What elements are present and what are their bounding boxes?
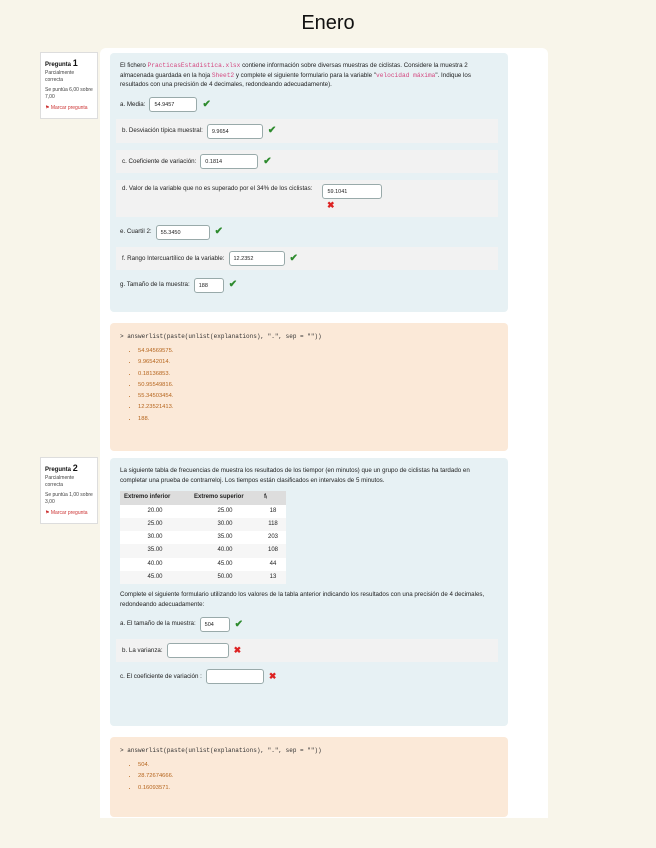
question-status: Parcialmente correcta [45, 474, 75, 488]
answer-item: • 504. [138, 760, 498, 771]
table-cell: 40.00 [120, 558, 190, 571]
table-cell: 40.00 [190, 544, 260, 557]
table-row [120, 544, 286, 557]
answer-list [138, 760, 498, 794]
answer-field-row [116, 247, 498, 271]
check-icon: ✔ [228, 279, 238, 291]
answer-item: • 188. [138, 414, 498, 425]
table-row [120, 518, 286, 531]
sheet-name: Sheet2 [211, 71, 235, 79]
table-cell: 18 [260, 505, 286, 518]
question-1-box [110, 53, 508, 312]
answer-item: • 0.18136853. [138, 369, 498, 380]
question-number: Pregunta 2 [45, 463, 78, 473]
answer-item: • 28.72674666. [138, 771, 498, 782]
question-number: Pregunta 1 [45, 58, 78, 68]
check-icon: ✔ [234, 618, 244, 630]
field-label: g. Tamaño de la muestra: [120, 281, 190, 289]
field-label: b. Desviación típica muestral: [122, 127, 203, 135]
question-score: Se puntúa 6,00 sobre 7,00 [45, 86, 93, 100]
answer-list [138, 346, 498, 425]
check-icon: ✔ [263, 155, 272, 167]
table-row [120, 571, 286, 584]
answer-field-row [120, 277, 498, 293]
field-label: a. Media: [120, 100, 146, 108]
r-command: > answerlist(paste(unlist(explanations), ".", sep = "")) [120, 747, 322, 754]
table-cell: 25.00 [190, 505, 260, 518]
answer-input[interactable]: 55.3450 [156, 225, 210, 240]
field-label: f. Rango Intercuartílico de la variable: [122, 254, 225, 262]
answer-field-row [116, 180, 498, 217]
check-icon: ✔ [214, 226, 224, 238]
field-label: a. El tamaño de la muestra: [120, 620, 196, 628]
answer-input[interactable]: 188 [194, 278, 224, 293]
table-cell: 50.00 [190, 571, 260, 584]
table-cell: 30.00 [120, 531, 190, 544]
answer-field-row [116, 119, 498, 143]
table-row [120, 531, 286, 544]
file-name: PracticasEstadistica.xlsx [147, 62, 241, 69]
answer-item: • 50.95549816. [138, 380, 498, 391]
cross-icon: ✖ [327, 200, 335, 211]
table-header: Extremo superior [190, 491, 260, 504]
r-command: > answerlist(paste(unlist(explanations), ".", sep = "")) [120, 333, 322, 340]
table-cell: 20.00 [120, 505, 190, 518]
flag-question-link[interactable]: ⚑ Marcar pregunta [45, 104, 88, 111]
answer-input[interactable]: 12.2352 [229, 251, 285, 266]
check-icon: ✔ [289, 252, 298, 264]
question-status: Parcialmente correcta [45, 69, 75, 83]
flag-icon: ⚑ [45, 509, 50, 516]
table-cell: 45.00 [120, 571, 190, 584]
answer-input[interactable]: 504 [200, 617, 230, 632]
table-row [120, 505, 286, 518]
check-icon: ✔ [202, 98, 211, 110]
question-2-fields [120, 617, 498, 685]
answer-item: • 54.94569575. [138, 346, 498, 357]
table-cell: 30.00 [190, 518, 260, 531]
question-2-output [110, 737, 508, 817]
answer-field-row [120, 224, 498, 240]
question-1-text: El fichero PracticasEstadistica.xlsx contiene información sobre diversas muestras de ciclistas. Considere la muestra 2 almacenada guardada en la hoja Sheet2 y complete el siguiente formulario para la variable "velocidad máxima". Indique los resultados con una precisión de 4 decimales, redondeando adecuadamente). [120, 62, 471, 89]
answer-item: • 9.96542014. [138, 357, 498, 368]
field-label: c. Coeficiente de variación: [122, 157, 197, 165]
table-cell: 108 [260, 544, 286, 557]
answer-input[interactable] [206, 669, 264, 684]
check-icon: ✔ [267, 125, 277, 137]
question-2-box [110, 458, 508, 726]
flag-icon: ⚑ [45, 104, 50, 111]
question-2-intro: La siguiente tabla de frecuencias de muestra los resultados de los tiempor (en minutos) que un grupo de ciclistas ha tardado en completar una prueba de contrarreloj. Los tiempos están clasificados en intervalos de 5 minutos. [120, 467, 470, 484]
table-cell: 35.00 [120, 544, 190, 557]
field-label: e. Cuartil 2: [120, 228, 152, 236]
cross-icon: ✖ [268, 670, 277, 681]
field-label: d. Valor de la variable que no es superado por el 34% de los ciclistas: [122, 185, 313, 193]
question-1-fields [120, 97, 498, 293]
table-header: Extremo inferior [120, 491, 190, 504]
variable-name: velocidad máxima [375, 71, 436, 79]
field-label: c. El coeficiente de variación : [120, 672, 202, 680]
table-header: fᵢ [260, 491, 286, 504]
frequency-table [120, 491, 286, 584]
table-cell: 44 [260, 558, 286, 571]
table-cell: 25.00 [120, 518, 190, 531]
answer-input[interactable]: 0.1814 [200, 154, 258, 169]
flag-question-link[interactable]: ⚑ Marcar pregunta [45, 509, 88, 516]
question-2-instructions: Complete el siguiente formulario utilizando los valores de la tabla anterior indicando los resultados con una precisión de 4 decimales, redondeando adecuadamente: [120, 591, 485, 608]
question-2-info [40, 457, 98, 524]
table-cell: 13 [260, 571, 286, 584]
answer-field-row [120, 97, 498, 113]
question-score: Se puntúa 1,00 sobre 3,00 [45, 491, 93, 505]
answer-input[interactable]: 54.9457 [149, 97, 197, 112]
page-title: Enero [301, 12, 355, 34]
answer-field-row [116, 150, 498, 174]
answer-item: • 55.34503454. [138, 391, 498, 402]
answer-input[interactable]: 59.1041 [322, 184, 382, 199]
answer-item: • 12.23521413. [138, 402, 498, 413]
answer-field-row [120, 669, 498, 684]
question-1-info [40, 52, 98, 119]
field-label: b. La varianza: [122, 646, 163, 654]
cross-icon: ✖ [233, 644, 242, 655]
answer-item: • 0.16093571. [138, 783, 498, 794]
answer-input[interactable]: 9.9654 [207, 124, 263, 139]
table-cell: 45.00 [190, 558, 260, 571]
table-cell: 35.00 [190, 531, 260, 544]
answer-field-row [120, 617, 498, 633]
question-1-output [110, 323, 508, 451]
answer-field-row [116, 639, 498, 662]
table-cell: 203 [260, 531, 286, 544]
table-row [120, 558, 286, 571]
answer-input[interactable] [167, 643, 229, 658]
table-cell: 118 [260, 518, 286, 531]
